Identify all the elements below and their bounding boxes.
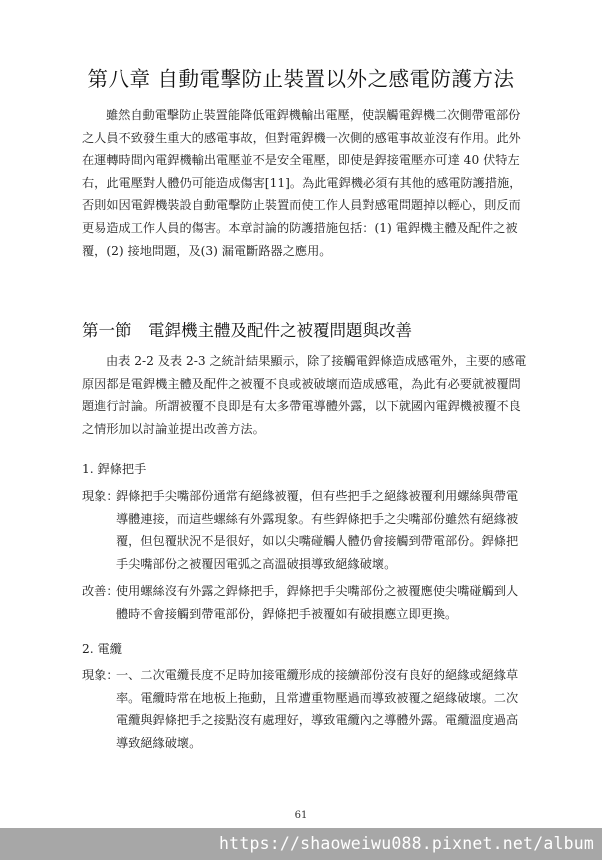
- chapter-title: 第八章 自動電擊防止裝置以外之感電防護方法: [87, 67, 515, 91]
- entry-body: [116, 664, 530, 754]
- intro-line: 更易造成工作人員的傷害。本章討論的防護措施包括：(1) 電銲機主體及配件之被: [82, 220, 518, 235]
- intro-paragraph: [82, 104, 530, 262]
- entry-line: 覆，但包覆狀況不是很好，如以尖嘴碰觸人體仍會接觸到帶電部份。銲條把: [116, 534, 519, 549]
- intro-line: 之人員不致發生重大的感電事故，但對電銲機一次側的感電事故並沒有作用。此外: [82, 130, 521, 145]
- section-intro-line: 題進行討論。所謂被覆不良即是有太多帶電導體外露，以下就國內電銲機被覆不良: [82, 399, 521, 414]
- improvement-entry: [82, 580, 530, 625]
- item-heading-welding-holder: 1. 銲條把手: [82, 462, 147, 476]
- intro-line: 否則如因電銲機裝設自動電擊防止裝置而使工作人員對感電問題掉以輕心，則反而: [82, 198, 521, 213]
- entry-label: 改善：: [82, 584, 119, 598]
- intro-line: 在運轉時間內電銲機輸出電壓並不是安全電壓，即使是銲接電壓亦可達 40 伏特左: [82, 153, 520, 168]
- entry-label: 現象：: [82, 489, 119, 503]
- section-intro-paragraph: [82, 350, 530, 440]
- watermark-url: https://shaoweiwu088.pixnet.net/album: [0, 828, 602, 860]
- intro-line: 雖然自動電擊防止裝置能降低電銲機輸出電壓，使誤觸電銲機二次側帶電部份: [106, 108, 521, 122]
- entry-line: 一、二次電纜長度不足時加接電纜形成的接續部份沒有良好的絕緣或絕緣草: [116, 668, 519, 682]
- section-title: 第一節 電銲機主體及配件之被覆問題與改善: [82, 321, 412, 340]
- entry-line: 率。電纜時常在地板上拖動，且常遭重物壓過而導致被覆之絕緣破壞。二次: [116, 690, 519, 705]
- entry-line: 體時不會接觸到帶電部份，銲條把手被覆如有破損應立即更換。: [116, 606, 458, 621]
- entry-body: [116, 580, 530, 625]
- intro-line: 覆，(2) 接地問題，及(3) 漏電斷路器之應用。: [82, 243, 332, 258]
- entry-label: 現象：: [82, 668, 119, 682]
- item-heading-cable: 2. 電纜: [82, 642, 122, 656]
- phenomenon-entry: [82, 485, 530, 575]
- entry-line: 導體連接，而這些螺絲有外露現象。有些銲條把手之尖嘴部份雖然有絕緣被: [116, 511, 519, 526]
- page-number: 61: [294, 810, 308, 821]
- intro-line: 右，此電壓對人體仍可能造成傷害[11]。為此電銲機必須有其他的感電防護措施，: [82, 175, 522, 190]
- entry-body: [116, 485, 530, 575]
- section-intro-line: 之情形加以討論並提出改善方法。: [82, 421, 265, 436]
- section-intro-line: 原因都是電銲機主體及配件之被覆不良或被破壞而造成感電，為此有必要就被覆問: [82, 376, 521, 391]
- entry-line: 電纜與銲條把手之接點沒有處理好，導致電纜內之導體外露。電纜溫度過高: [116, 713, 519, 728]
- entry-line: 使用螺絲沒有外露之銲條把手，銲條把手尖嘴部份之被覆應使尖嘴碰觸到人: [116, 584, 519, 598]
- entry-line: 銲條把手尖嘴部份通常有絕緣被覆，但有些把手之絕緣被覆利用螺絲與帶電: [116, 489, 519, 503]
- phenomenon-entry: [82, 664, 530, 754]
- entry-line: 手尖嘴部份之被覆因電弧之高溫破損導致絕緣破壞。: [116, 556, 397, 571]
- section-intro-line: 由表 2-2 及表 2-3 之統計結果顯示，除了接觸電銲條造成感電外，主要的感電: [106, 354, 527, 368]
- entry-line: 導致絕緣破壞。: [116, 735, 202, 750]
